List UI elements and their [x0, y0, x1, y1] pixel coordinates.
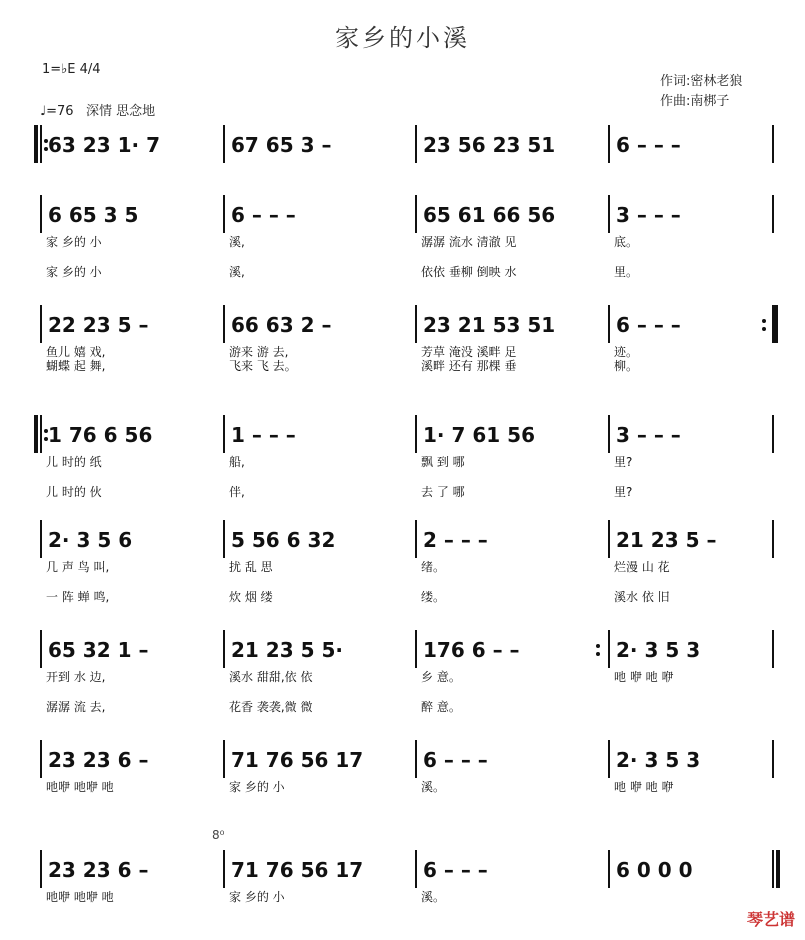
measure-notes: 71 76 56 17 — [231, 858, 364, 882]
bar-line — [608, 630, 610, 668]
lyric-verse-2: 缕。 — [421, 590, 446, 604]
lyric-verse-2: 里。 — [614, 265, 639, 279]
bar-line — [608, 740, 610, 778]
measure-notes: 3 – – – — [616, 203, 681, 227]
lyric-verse-1: 家 乡的 小 — [229, 890, 285, 904]
measure-notes: 6 – – – — [423, 858, 488, 882]
bar-line — [40, 740, 42, 778]
repeat-dots — [596, 640, 600, 660]
measure-notes: 23 23 6 – — [48, 748, 149, 772]
lyric-verse-2: 溪, — [229, 265, 245, 279]
lyricist: 作词:密林老狼 — [660, 74, 743, 89]
bar-line — [608, 195, 610, 233]
measure-notes: 176 6 – – — [423, 638, 520, 662]
measure-notes: 6 65 3 5 — [48, 203, 139, 227]
measure-notes: 23 23 6 – — [48, 858, 149, 882]
repeat-dots — [44, 135, 48, 155]
measure-notes: 2 – – – — [423, 528, 488, 552]
tempo: ♩=76 — [40, 104, 74, 119]
bar-line — [223, 740, 225, 778]
lyric-verse-2: 里? — [614, 485, 633, 499]
bar-line — [40, 195, 42, 233]
measure-notes: 1 – – – — [231, 423, 296, 447]
measure-notes: 6 – – – — [616, 313, 681, 337]
page-mark: 8⁰ — [212, 828, 225, 842]
bar-line — [223, 520, 225, 558]
bar-line — [415, 850, 417, 888]
bar-line — [40, 415, 42, 453]
lyric-verse-1: 芳草 淹没 溪畔 足 — [421, 345, 517, 359]
bar-line — [415, 195, 417, 233]
measure-notes: 1 76 6 56 — [48, 423, 153, 447]
measure-notes: 3 – – – — [616, 423, 681, 447]
bar-line — [608, 415, 610, 453]
time-signature: 4/4 — [79, 62, 101, 77]
lyric-verse-2: 潺潺 流 去, — [46, 700, 106, 714]
bar-line — [772, 520, 774, 558]
lyric-verse-2: 儿 时的 伙 — [46, 485, 102, 499]
lyric-verse-1: 里? — [614, 455, 633, 469]
final-bar — [776, 850, 780, 888]
measure-notes: 67 65 3 – — [231, 133, 332, 157]
bar-line — [772, 850, 774, 888]
site-logo: 琴艺谱 — [746, 910, 795, 929]
bar-line — [608, 520, 610, 558]
bar-line — [415, 740, 417, 778]
bar-line — [608, 305, 610, 343]
lyric-verse-1: 游来 游 去, — [229, 345, 289, 359]
repeat-end — [774, 305, 778, 343]
bar-line — [223, 195, 225, 233]
lyric-verse-1: 迹。 — [614, 345, 639, 359]
bar-line — [772, 740, 774, 778]
lyric-verse-1: 扰 乱 思 — [229, 560, 273, 574]
staff-row — [40, 850, 780, 930]
lyric-verse-1: 吔 咿 吔 咿 — [614, 670, 674, 684]
measure-notes: 63 23 1· 7 — [48, 133, 160, 157]
lyric-verse-1: 家 乡的 小 — [46, 235, 102, 249]
lyric-verse-2: 溪畔 还有 那棵 垂 — [421, 359, 517, 373]
staff-row — [40, 740, 780, 820]
composer: 作曲:南梆子 — [660, 94, 730, 109]
lyric-verse-1: 溪。 — [421, 890, 446, 904]
measure-notes: 2· 3 5 3 — [616, 748, 701, 772]
lyric-verse-1: 吔咿 吔咿 吔 — [46, 780, 114, 794]
lyric-verse-2: 柳。 — [614, 359, 639, 373]
repeat-start — [34, 125, 38, 163]
lyric-verse-1: 飘 到 哪 — [421, 455, 465, 469]
lyric-verse-1: 几 声 鸟 叫, — [46, 560, 110, 574]
lyric-verse-1: 鱼儿 嬉 戏, — [46, 345, 106, 359]
expression: 深情 思念地 — [85, 104, 156, 119]
measure-notes: 21 23 5 – — [616, 528, 717, 552]
measure-notes: 71 76 56 17 — [231, 748, 364, 772]
staff-row — [40, 125, 780, 205]
bar-line — [772, 195, 774, 233]
lyric-verse-1: 儿 时的 纸 — [46, 455, 102, 469]
lyric-verse-1: 溪水 甜甜,依 依 — [229, 670, 313, 684]
lyric-verse-2: 伴, — [229, 485, 245, 499]
measure-notes: 6 – – – — [231, 203, 296, 227]
measure-notes: 66 63 2 – — [231, 313, 332, 337]
lyric-verse-1: 绪。 — [421, 560, 446, 574]
bar-line — [772, 630, 774, 668]
bar-line — [40, 630, 42, 668]
bar-line — [415, 415, 417, 453]
bar-line — [223, 850, 225, 888]
measure-notes: 5 56 6 32 — [231, 528, 336, 552]
measure-notes: 65 32 1 – — [48, 638, 149, 662]
measure-notes: 23 56 23 51 — [423, 133, 556, 157]
lyric-verse-1: 底。 — [614, 235, 639, 249]
lyric-verse-1: 家 乡的 小 — [229, 780, 285, 794]
repeat-dots — [762, 315, 766, 335]
repeat-start — [34, 415, 38, 453]
bar-line — [40, 520, 42, 558]
lyric-verse-1: 烂漫 山 花 — [614, 560, 670, 574]
lyric-verse-1: 开到 水 边, — [46, 670, 106, 684]
measure-notes: 6 – – – — [423, 748, 488, 772]
lyric-verse-2: 蝴蝶 起 舞, — [46, 359, 106, 373]
lyric-verse-2: 炊 烟 缕 — [229, 590, 273, 604]
bar-line — [40, 125, 42, 163]
lyric-verse-2: 飞来 飞 去。 — [229, 359, 297, 373]
lyric-verse-1: 潺潺 流水 清澈 见 — [421, 235, 517, 249]
lyric-verse-2: 家 乡的 小 — [46, 265, 102, 279]
lyric-verse-1: 溪, — [229, 235, 245, 249]
staff-row — [40, 305, 780, 385]
measure-notes: 23 21 53 51 — [423, 313, 556, 337]
bar-line — [608, 125, 610, 163]
bar-line — [223, 415, 225, 453]
bar-line — [415, 520, 417, 558]
measure-notes: 21 23 5 5· — [231, 638, 343, 662]
tempo-line — [40, 100, 155, 119]
measure-notes: 6 – – – — [616, 133, 681, 157]
measure-notes: 2· 3 5 6 — [48, 528, 133, 552]
key-signature — [42, 62, 101, 77]
measure-notes: 22 23 5 – — [48, 313, 149, 337]
lyric-verse-1: 吔咿 吔咿 吔 — [46, 890, 114, 904]
bar-line — [223, 305, 225, 343]
bar-line — [40, 850, 42, 888]
staff-row — [40, 195, 780, 279]
lyric-verse-2: 溪水 依 旧 — [614, 590, 670, 604]
staff-row — [40, 415, 780, 499]
bar-line — [223, 630, 225, 668]
song-title: 家乡的小溪 — [335, 24, 470, 52]
lyric-verse-1: 船, — [229, 455, 245, 469]
measure-notes: 6 0 0 0 — [616, 858, 693, 882]
repeat-dots — [44, 425, 48, 445]
bar-line — [772, 415, 774, 453]
lyric-verse-2: 去 了 哪 — [421, 485, 465, 499]
bar-line — [415, 125, 417, 163]
bar-line — [223, 125, 225, 163]
measure-notes: 65 61 66 56 — [423, 203, 556, 227]
lyric-verse-1: 吔 咿 吔 咿 — [614, 780, 674, 794]
lyric-verse-2: 依依 垂柳 倒映 水 — [421, 265, 517, 279]
bar-line — [415, 305, 417, 343]
lyric-verse-2: 花香 袭袭,微 微 — [229, 700, 313, 714]
measure-notes: 1· 7 61 56 — [423, 423, 535, 447]
key-label: 1=♭E — [42, 62, 76, 77]
lyric-verse-2: 醉 意。 — [421, 700, 461, 714]
lyric-verse-1: 溪。 — [421, 780, 446, 794]
bar-line — [40, 305, 42, 343]
staff-row — [40, 630, 780, 714]
measure-notes: 2· 3 5 3 — [616, 638, 701, 662]
bar-line — [608, 850, 610, 888]
staff-row — [40, 520, 780, 604]
lyric-verse-2: 一 阵 蝉 鸣, — [46, 590, 110, 604]
bar-line — [772, 125, 774, 163]
bar-line — [415, 630, 417, 668]
lyric-verse-1: 乡 意。 — [421, 670, 461, 684]
